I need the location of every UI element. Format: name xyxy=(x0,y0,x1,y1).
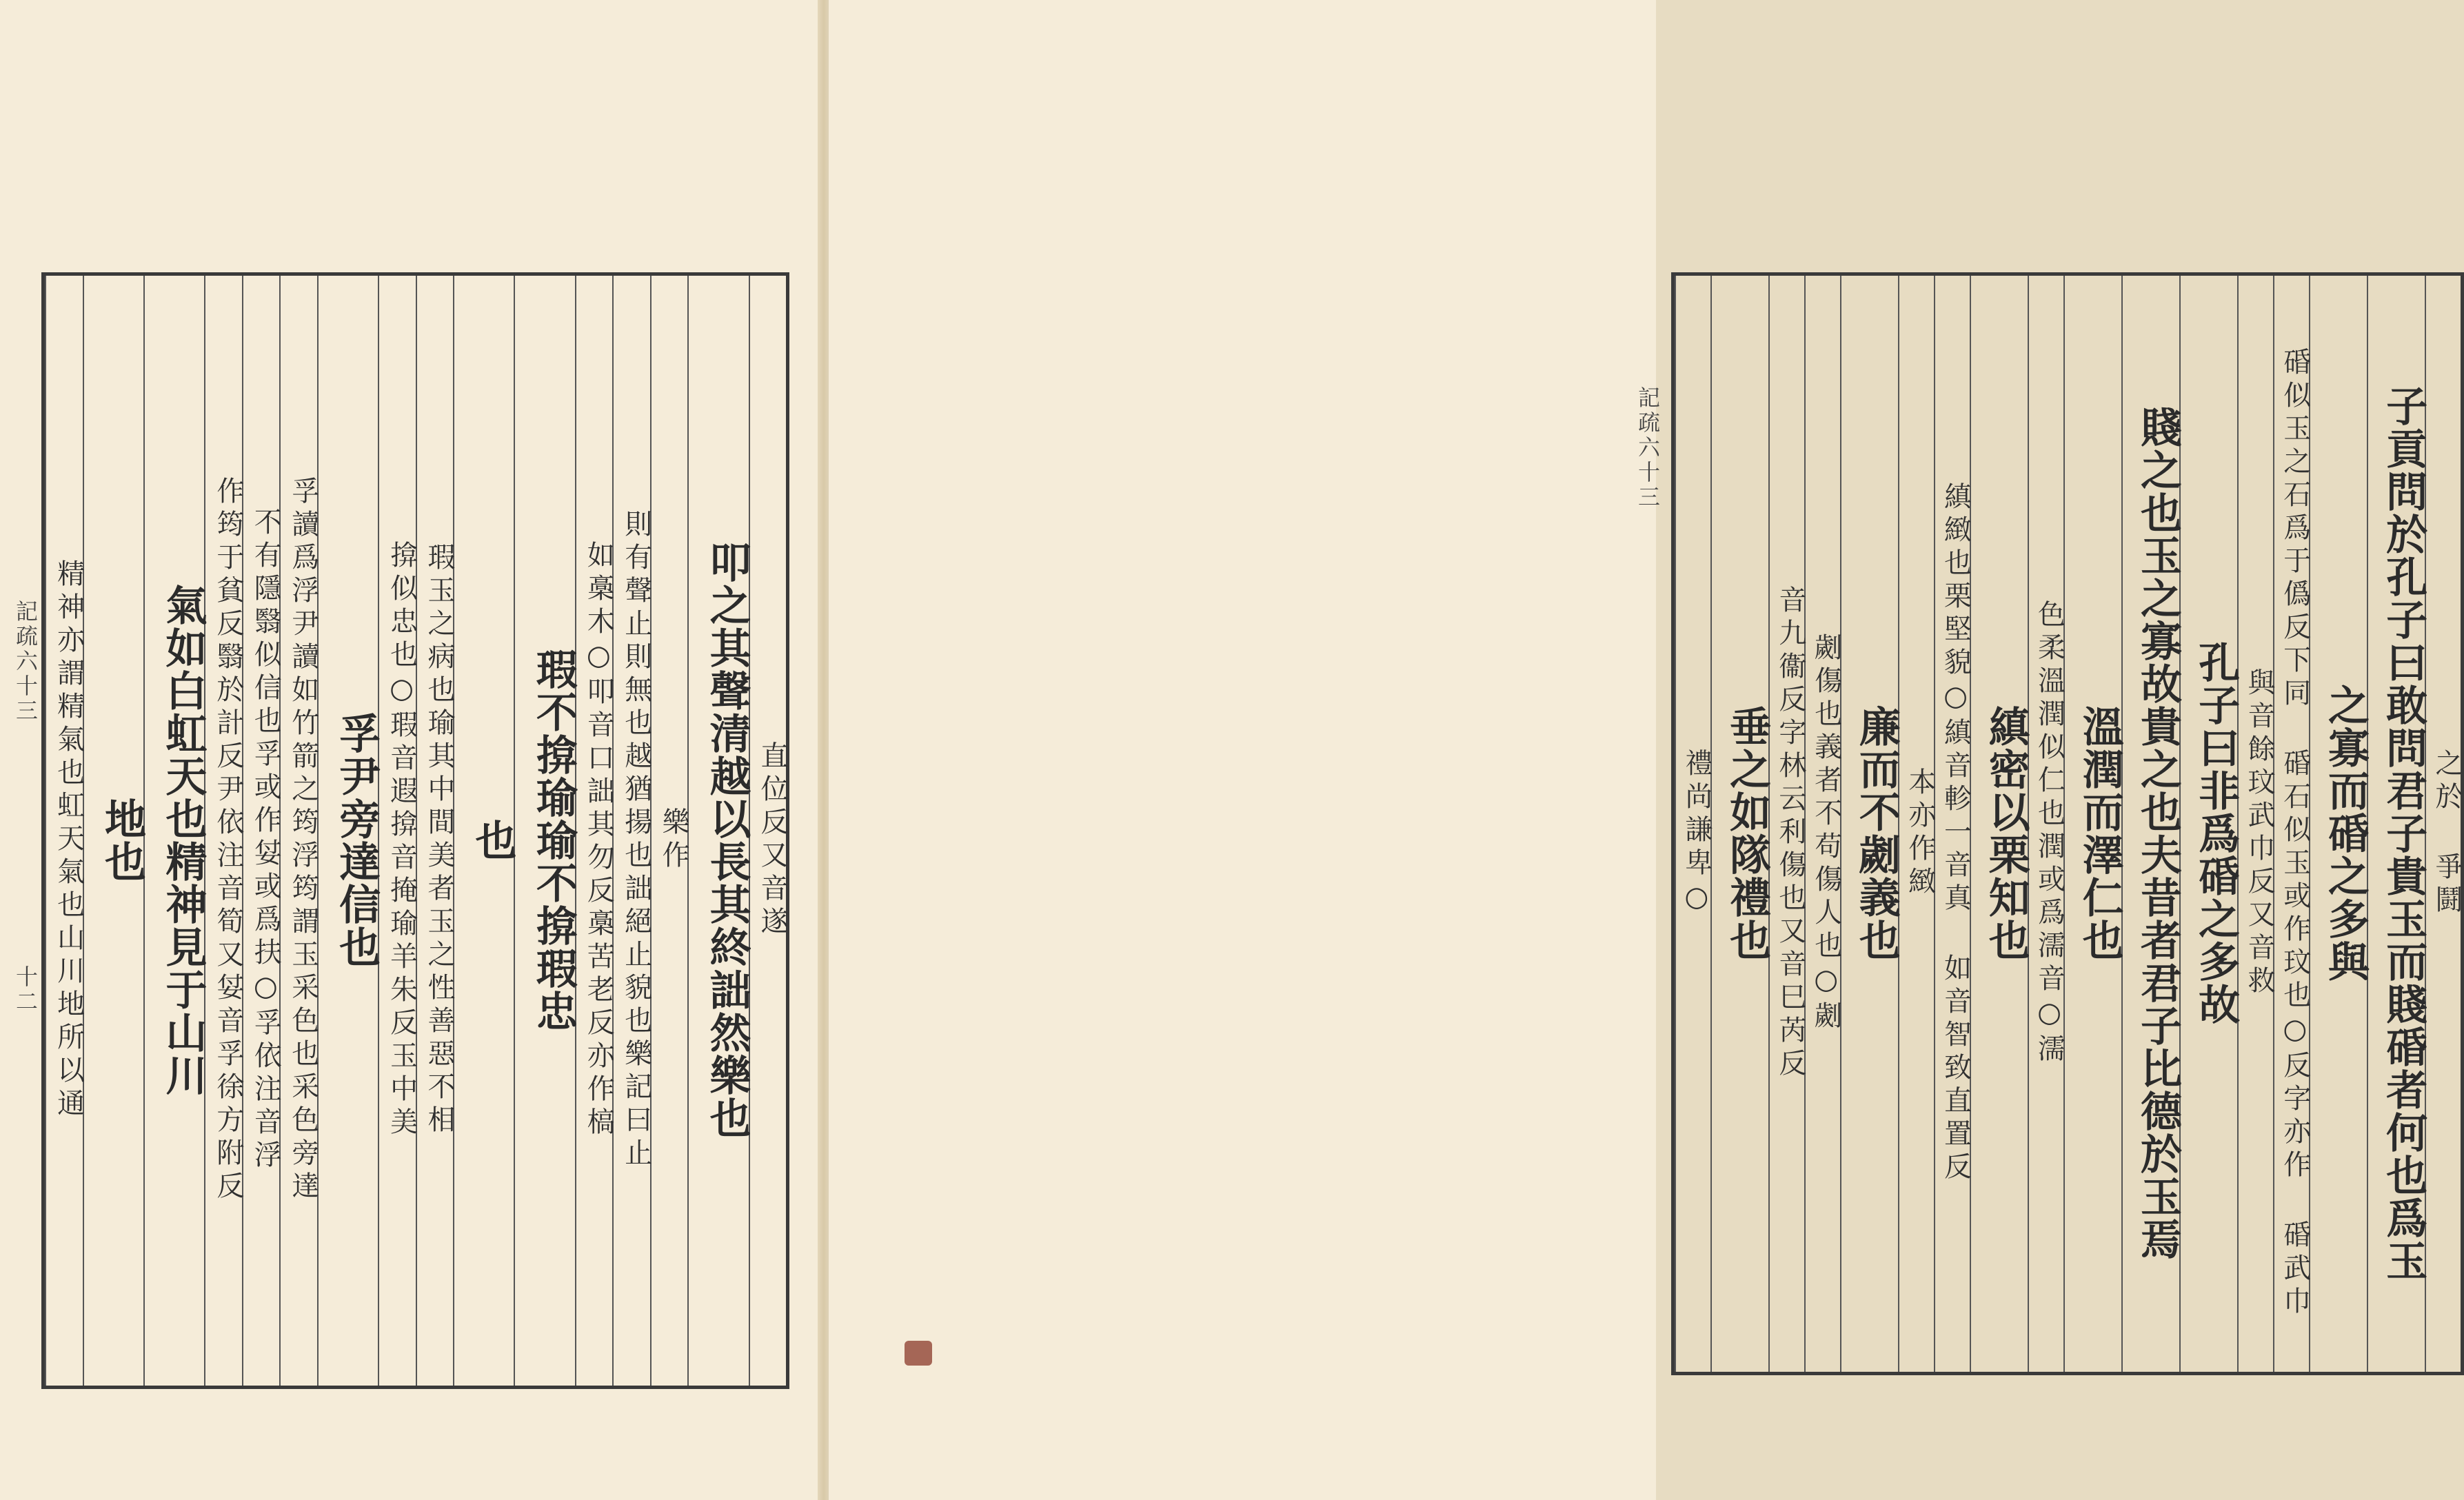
right-page-column-3 xyxy=(2273,276,2309,1372)
left-page-column-text: 孚讀爲浮尹讀如竹箭之筠浮筠謂玉采色也采色旁達 xyxy=(287,476,319,1204)
right-page-column-1 xyxy=(2367,276,2428,1372)
left-page-column-0 xyxy=(749,276,786,1386)
left-page xyxy=(0,0,822,1500)
right-page-column-text: 碈似玉之石爲于僞反下同 碈石似玉或作玟也○反字亦作 碈武巾 xyxy=(2279,347,2311,1319)
right-page-column-text: 色柔溫潤似仁也潤或爲濡音○濡 xyxy=(2033,600,2066,1067)
right-page-column-text: 劌傷也義者不苟傷人也○劌 xyxy=(1810,633,1842,1034)
right-page-column-text: 溫潤而澤仁也 xyxy=(2075,705,2124,962)
left-page-column-3 xyxy=(612,276,652,1386)
right-page-column-text: 本亦作緻 xyxy=(1903,767,1936,900)
left-page-column-4 xyxy=(575,276,615,1386)
left-margin-label: 記疏六十三 xyxy=(12,600,39,724)
left-page-column-6 xyxy=(453,276,517,1386)
right-page-column-0 xyxy=(2425,276,2461,1372)
right-page-column-text: 之於 爭鬪 xyxy=(2431,749,2463,918)
left-page-column-text: 孚尹旁達信也 xyxy=(332,712,381,969)
left-page-column-text: 直位反又音遂 xyxy=(756,741,788,940)
left-page-column-text: 地也 xyxy=(98,798,147,883)
left-page-column-text: 樂作 xyxy=(658,807,690,873)
left-page-column-text: 氣如白虹天也精神見于山川 xyxy=(159,584,208,1097)
right-page-column-text: 縝緻也栗堅貌○縝音軫一音真 如音智致直置反 xyxy=(1939,482,1972,1185)
left-page-column-text: 精神亦謂精氣也虹天氣也山川地所以通 xyxy=(52,559,85,1122)
left-page-number: 十二 xyxy=(12,965,39,1015)
right-page-column-5 xyxy=(2179,276,2241,1372)
left-page-column-9 xyxy=(317,276,381,1386)
right-page-column-7 xyxy=(2063,276,2124,1372)
left-page-column-12 xyxy=(204,276,244,1386)
left-page-column-8 xyxy=(378,276,418,1386)
left-page-column-text: 瑕不揜瑜瑜不揜瑕忠 xyxy=(529,648,578,1033)
right-page-column-text: 子貢問於孔子曰敢問君子貴玉而賤碈者何也爲玉 xyxy=(2379,385,2428,1282)
left-page-column-2 xyxy=(650,276,690,1386)
left-page-column-text: 瑕玉之病也瑜其中間美者玉之性善惡不相 xyxy=(423,543,455,1138)
right-page-column-13 xyxy=(1804,276,1840,1372)
left-page-column-13 xyxy=(143,276,208,1386)
left-page-column-15 xyxy=(45,276,85,1386)
left-page-column-5 xyxy=(514,276,578,1386)
left-page-column-14 xyxy=(83,276,147,1386)
right-page-column-text: 禮尚謙卑○ xyxy=(1680,749,1713,918)
left-page-column-10 xyxy=(279,276,319,1386)
right-page-column-text: 廉而不劌義也 xyxy=(1852,705,1901,962)
red-seal-mark xyxy=(905,1341,932,1366)
right-page-columns xyxy=(1675,276,2461,1372)
right-page-column-8 xyxy=(2028,276,2066,1372)
left-page-column-7 xyxy=(416,276,453,1386)
right-page-column-text: 賤之也玉之寡故貴之也夫昔者君子比德於玉焉 xyxy=(2133,406,2182,1261)
left-page-column-text: 不有隱翳似信也孚或作姇或爲扶○孚依注音浮 xyxy=(250,507,282,1173)
right-page-column-12 xyxy=(1840,276,1901,1372)
right-page-column-text: 之寡而碈之多與 xyxy=(2321,684,2370,983)
right-page-column-text: 孔子曰非爲碈之多故 xyxy=(2192,641,2241,1026)
right-page-column-15 xyxy=(1710,276,1772,1372)
right-page-column-11 xyxy=(1898,276,1934,1372)
right-page-column-text: 垂之如隊禮也 xyxy=(1723,705,1772,962)
right-page-column-text: 與音餘玟武巾反又音救 xyxy=(2243,668,2275,999)
right-page-column-2 xyxy=(2309,276,2370,1372)
left-page-column-text: 如槀木○叩音口詘其勿反槀苦老反亦作槁 xyxy=(583,540,615,1140)
left-page-column-text: 揜似忠也○瑕音遐揜音掩瑜羊朱反玉中美 xyxy=(385,540,418,1140)
left-page-frame xyxy=(41,272,789,1389)
left-page-column-1 xyxy=(687,276,751,1386)
right-page-column-text: 縝密以栗知也 xyxy=(1981,705,2030,962)
left-page-column-text: 也 xyxy=(468,819,517,862)
right-margin-label: 記疏六十三 xyxy=(1635,386,1661,510)
right-page-column-text: 音九衞反字林云利傷也又音巳芮反 xyxy=(1774,585,1806,1082)
right-page-column-16 xyxy=(1675,276,1713,1372)
left-page-column-text: 則有聲止則無也越猶揚也詘絕止貌也樂記曰止 xyxy=(620,509,652,1171)
right-page-frame xyxy=(1671,272,2464,1375)
right-page-column-14 xyxy=(1768,276,1804,1372)
right-page-column-10 xyxy=(1934,276,1970,1372)
right-page-column-9 xyxy=(1970,276,2028,1372)
left-page-column-text: 叩之其聲清越以長其終詘然樂也 xyxy=(703,541,751,1139)
right-page xyxy=(827,0,2463,1500)
right-page-column-4 xyxy=(2237,276,2273,1372)
left-page-column-text: 作筠于貧反翳於計反尹依注音筍又姇音孚徐方附反 xyxy=(212,476,244,1204)
left-page-column-11 xyxy=(242,276,282,1386)
right-page-column-6 xyxy=(2121,276,2182,1372)
left-page-columns xyxy=(45,276,786,1386)
